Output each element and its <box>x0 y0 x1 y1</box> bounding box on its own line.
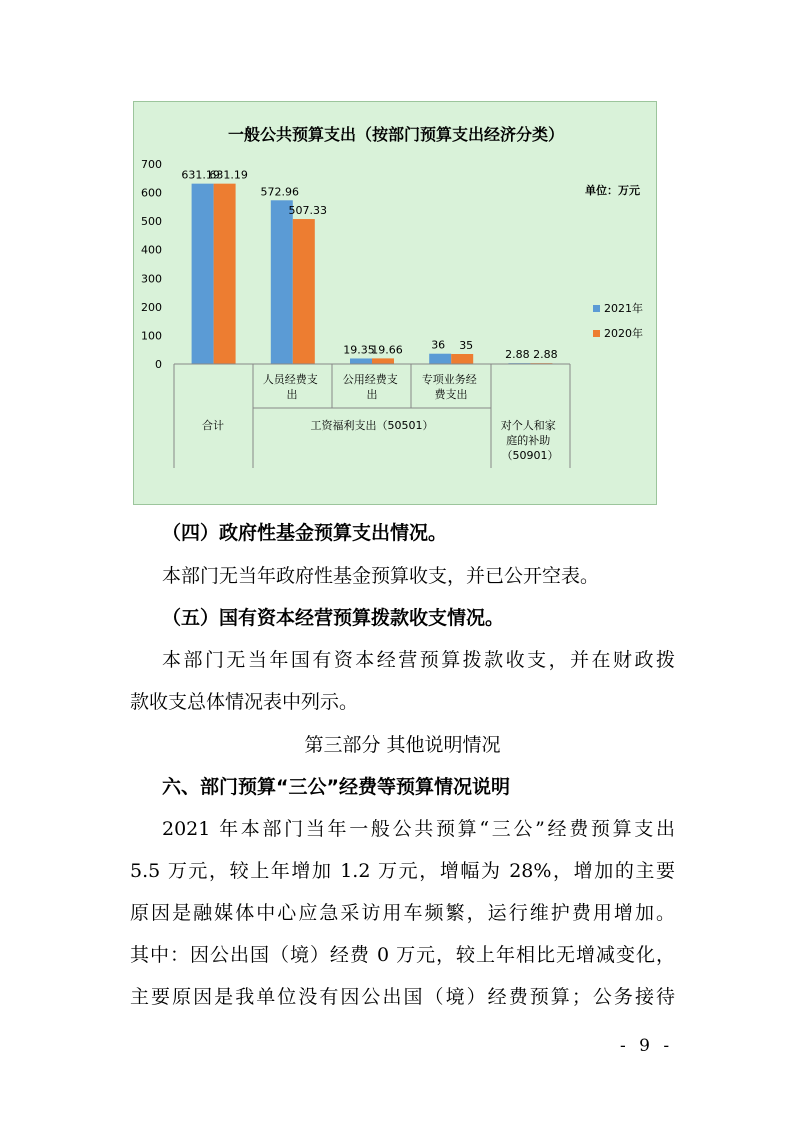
section-heading-4: （四）政府性基金预算支出情况。 <box>162 522 448 544</box>
paragraph-line-2: 5.5 万元，较上年增加 1.2 万元，增幅为 28%，增加的主要 <box>130 860 675 882</box>
data-label: 631.19 <box>209 168 248 182</box>
y-tick-label: 0 <box>155 358 162 371</box>
bar-2021年-0 <box>192 184 214 364</box>
section-text-4: 本部门无当年政府性基金预算收支，并已公开空表。 <box>162 565 600 587</box>
part-three-heading: 第三部分 其他说明情况 <box>304 734 501 756</box>
y-axis-ticks <box>141 158 162 371</box>
cat-label-wages: 工资福利支出（50501） <box>310 419 434 432</box>
legend-label-2021: 2021年 <box>604 302 643 315</box>
cat-label-subsidy: 对个人和家 庭的补助 （50901） <box>500 419 559 462</box>
section-heading-6: 六、部门预算“三公”经费等预算情况说明 <box>162 776 510 798</box>
cat-label-personnel: 人员经费支 出 <box>262 373 318 401</box>
paragraph-line-5: 主要原因是我单位没有因公出国（境）经费预算；公务接待 <box>130 986 675 1008</box>
bar-2020年-1 <box>293 219 315 364</box>
paragraph-line-1: 2021 年本部门当年一般公共预算“三公”经费预算支出 <box>162 818 675 840</box>
paragraph-line-3: 原因是融媒体中心应急采访用车频繁，运行维护费用增加。 <box>130 902 675 924</box>
bar-2021年-3 <box>429 354 451 364</box>
bar-2021年-1 <box>271 200 293 364</box>
cat-label-public: 公用经费支 出 <box>342 373 398 401</box>
bar-2021年-2 <box>350 358 372 364</box>
data-label: 631.19 <box>181 168 220 182</box>
paragraph-line-4: 其中：因公出国（境）经费 0 万元，较上年相比无增减变化， <box>130 944 675 966</box>
y-tick-label: 300 <box>141 272 162 286</box>
unit-label: 单位：万元 <box>585 184 640 197</box>
section-text-5-line2: 款收支总体情况表中列示。 <box>130 691 359 713</box>
chart-canvas <box>134 102 658 506</box>
y-tick-label: 100 <box>141 329 162 343</box>
data-label: 19.35 <box>343 343 375 357</box>
y-tick-label: 700 <box>141 158 162 171</box>
y-tick-label: 200 <box>141 300 162 314</box>
data-label: 2.88 <box>505 348 530 362</box>
legend <box>593 301 643 340</box>
data-label: 19.66 <box>371 343 403 357</box>
section-text-5-line1: 本部门无当年国有资本经营预算拨款收支，并在财政拨 <box>162 649 675 671</box>
bar-2020年-0 <box>214 184 236 364</box>
data-label: 36 <box>431 338 446 352</box>
legend-swatch-2020 <box>593 330 600 337</box>
chart-title: 一般公共预算支出（按部门预算支出经济分类） <box>227 125 565 144</box>
legend-label-2020: 2020年 <box>604 327 643 340</box>
value-labels-group <box>181 169 557 362</box>
data-label: 572.96 <box>260 185 300 199</box>
bar-2020年-2 <box>372 358 394 364</box>
section-heading-5: （五）国有资本经营预算拨款收支情况。 <box>162 607 505 629</box>
page-number: - 9 - <box>620 1036 674 1056</box>
cat-label-special: 专项业务经 费支出 <box>421 373 477 401</box>
data-label: 35 <box>459 339 474 352</box>
data-label: 507.33 <box>288 204 328 218</box>
data-label: 2.88 <box>533 348 558 362</box>
y-tick-label: 600 <box>141 186 162 200</box>
y-tick-label: 400 <box>141 243 162 257</box>
legend-swatch-2021 <box>593 305 600 312</box>
bar-2020年-3 <box>451 354 473 364</box>
y-tick-label: 500 <box>141 215 162 229</box>
cat-label-total: 合计 <box>202 419 224 432</box>
bars-group <box>192 184 553 365</box>
budget-chart <box>133 101 657 505</box>
